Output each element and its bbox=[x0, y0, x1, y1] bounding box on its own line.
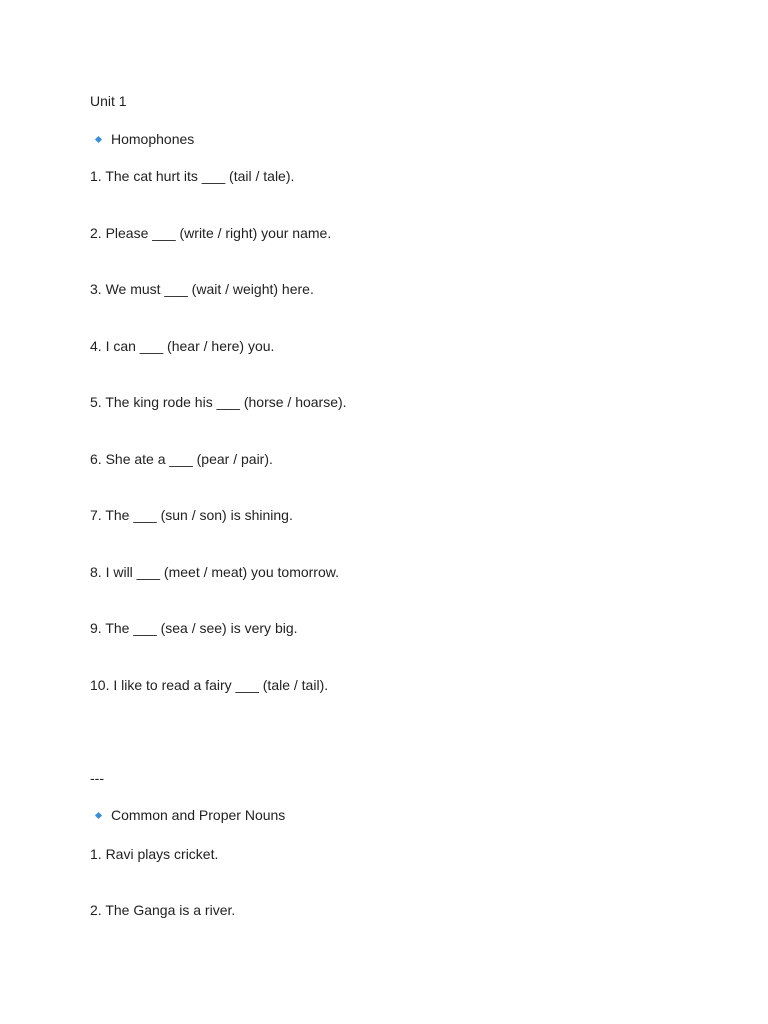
list-item: 1. Ravi plays cricket. bbox=[90, 846, 219, 862]
list-item: 4. I can ___ (hear / here) you. bbox=[90, 338, 275, 354]
diamond-bullet-icon bbox=[95, 135, 102, 142]
list-item: 8. I will ___ (meet / meat) you tomorrow. bbox=[90, 564, 339, 580]
section-heading-homophones bbox=[96, 130, 194, 148]
section-separator: --- bbox=[90, 770, 104, 786]
diamond-bullet-icon bbox=[95, 811, 102, 818]
list-item: 6. She ate a ___ (pear / pair). bbox=[90, 451, 273, 467]
list-item: 10. I like to read a fairy ___ (tale / tail). bbox=[90, 677, 329, 693]
list-item: 5. The king rode his ___ (horse / hoarse). bbox=[90, 394, 347, 410]
list-item: 1. The cat hurt its ___ (tail / tale). bbox=[90, 168, 295, 184]
unit-title: Unit 1 bbox=[90, 93, 127, 109]
list-item: 9. The ___ (sea / see) is very big. bbox=[90, 620, 298, 636]
list-item: 3. We must ___ (wait / weight) here. bbox=[90, 281, 314, 297]
section-heading-label: Common and Proper Nouns bbox=[111, 807, 286, 823]
list-item: 2. The Ganga is a river. bbox=[90, 902, 236, 918]
list-item: 2. Please ___ (write / right) your name. bbox=[90, 225, 332, 241]
section-heading-nouns bbox=[96, 806, 285, 824]
list-item: 7. The ___ (sun / son) is shining. bbox=[90, 507, 293, 523]
section-heading-label: Homophones bbox=[111, 131, 195, 147]
